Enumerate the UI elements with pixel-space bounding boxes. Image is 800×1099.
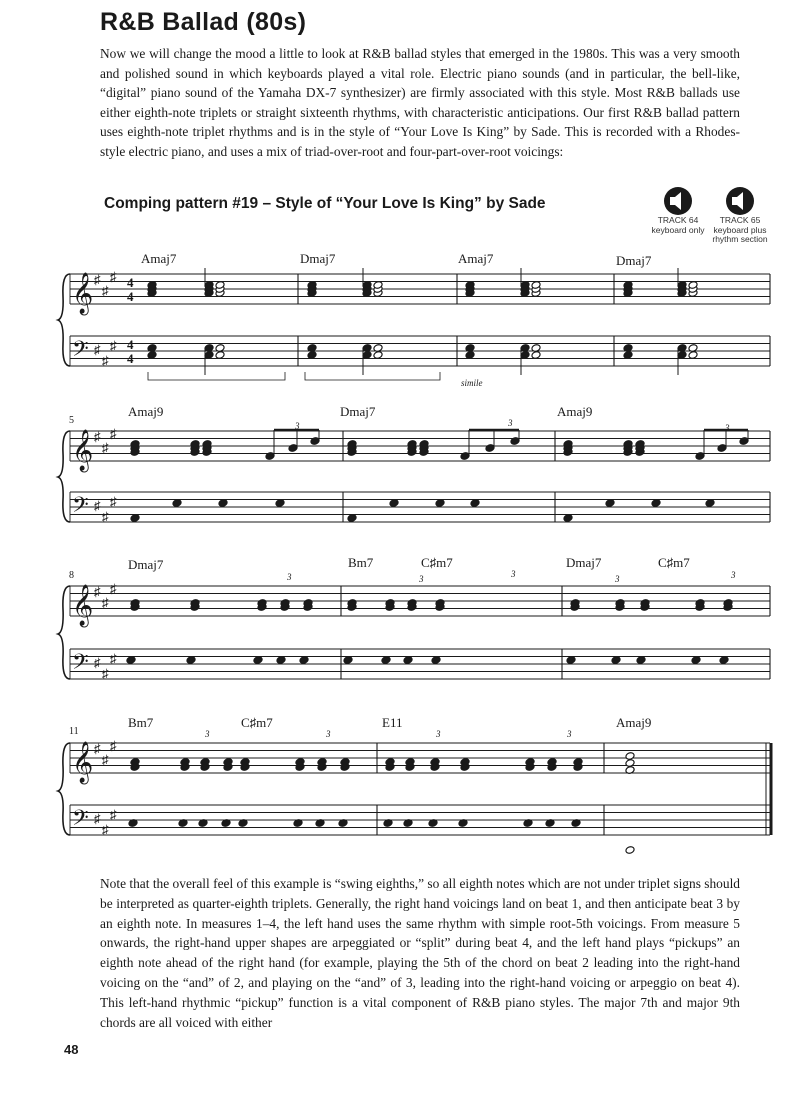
triplet-mark: 3: [725, 423, 730, 433]
sharp-sign: ♯: [110, 269, 117, 284]
notehead: [435, 499, 445, 508]
notehead: [381, 656, 391, 665]
notehead: [130, 514, 140, 523]
triplet-mark: 3: [567, 729, 572, 739]
triplet-mark: 3: [436, 729, 441, 739]
triplet-mark: 3: [508, 418, 513, 428]
notehead: [625, 846, 635, 855]
chord-symbol: Dmaj7: [340, 404, 376, 419]
sharp-sign: ♯: [94, 584, 101, 599]
sharp-sign: ♯: [94, 429, 101, 444]
notehead: [605, 499, 615, 508]
sharp-sign: ♯: [102, 595, 109, 610]
chord-symbol: C♯m7: [658, 555, 690, 570]
measure-number: 11: [69, 726, 79, 737]
notehead: [276, 656, 286, 665]
sharp-sign: ♯: [94, 741, 101, 756]
sharp-sign: ♯: [110, 581, 117, 596]
body-paragraph: Note that the overall feel of this example is “swing eighths,” so all eighth notes which are not under triplet signs should be interpreted as quarter-eighth triplets. Generally, the right hand voicings land on beat 1, and then anticipate beat 3 by an eighth note. In measures 1–4, the left hand uses the same rhythm with simple root-5th voicings. From measure 5 onwards, the right-hand upper shapes are arpeggiated or “split” during beat 4, and the left hand plays “pickups” an eighth note ahead of the right hand (for example, playing the 5th of the chord on beat 2 leading into the right-hand voicing on the “and” of 2, and playing on the “and” of 3, leading into the right-hand voicing or arpeggio on beat 4). This left-hand rhythmic “pickup” function is a vital component of R&B piano styles. The major 7th and major 9th chords are all voiced with either: [100, 876, 740, 1030]
chord-symbol: Amaj9: [616, 715, 652, 730]
sharp-sign: ♯: [110, 338, 117, 353]
sharp-sign: ♯: [110, 807, 117, 822]
treble-clef: 𝄞: [72, 273, 94, 313]
chord-symbol: Dmaj7: [128, 557, 164, 572]
intro-paragraph: Now we will change the mood a little to look at R&B ballad styles that emerged in the 1980s. This was a very smooth and polished sound in which keyboards played a vital role. Electric piano sounds (and in particular, the bell-like, “digital” piano sound of the Yamaha DX-7 synthesizer) are firmly associated with this style. Most R&B ballads use either eighth-note triplets or straight sixteenth rhythms, with characteristic anticipations. Our first R&B ballad pattern uses eighth-note triplet rhythms and is in the style of “Your Love Is King” by Sade. This is recorded with a Rhodes-style electric piano, and uses a mix of triad-over-root and four-part-over-root voicings:: [100, 46, 740, 159]
sharp-sign: ♯: [94, 498, 101, 513]
chord-symbol: Dmaj7: [616, 253, 652, 268]
page-number: 48: [64, 1042, 79, 1057]
notehead: [403, 656, 413, 665]
chord-symbol: C♯m7: [241, 715, 273, 730]
notehead: [343, 656, 353, 665]
notehead: [186, 656, 196, 665]
sharp-sign: ♯: [102, 752, 109, 767]
time-signature-bottom: 4: [127, 289, 134, 304]
notehead: [531, 351, 541, 360]
bass-clef: 𝄢: [72, 337, 89, 366]
notehead: [691, 656, 701, 665]
notehead: [253, 656, 263, 665]
sharp-sign: ♯: [102, 283, 109, 298]
notehead: [347, 514, 357, 523]
svg-text:𝄢: 𝄢: [72, 806, 89, 835]
pedal-marking: simile: [461, 378, 483, 388]
chord-symbol: Bm7: [128, 715, 154, 730]
notehead: [566, 656, 576, 665]
measure-number: 8: [69, 570, 74, 581]
triplet-mark: 3: [326, 729, 331, 739]
triplet-mark: 3: [419, 574, 424, 584]
svg-text:4: 4: [127, 351, 134, 366]
notehead: [623, 351, 633, 360]
notehead: [563, 514, 573, 523]
section-title: R&B Ballad (80s): [100, 8, 307, 36]
chord-symbol: C♯m7: [421, 555, 453, 570]
svg-text:𝄞: 𝄞: [72, 585, 94, 625]
chord-symbol: Amaj7: [458, 251, 494, 266]
notehead: [172, 499, 182, 508]
sharp-sign: ♯: [110, 426, 117, 441]
notehead: [651, 499, 661, 508]
notehead: [705, 499, 715, 508]
svg-text:𝄞: 𝄞: [72, 742, 94, 782]
notehead: [431, 656, 441, 665]
chord-symbol: Amaj7: [141, 251, 177, 266]
notehead: [636, 656, 646, 665]
chord-symbol: Amaj9: [128, 404, 164, 419]
svg-text:𝄢: 𝄢: [72, 493, 89, 522]
sharp-sign: ♯: [94, 342, 101, 357]
notehead: [215, 351, 225, 360]
sharp-sign: ♯: [94, 272, 101, 287]
track-description: keyboard only: [651, 224, 705, 235]
sharp-sign: ♯: [102, 666, 109, 681]
svg-text:4: 4: [127, 337, 134, 352]
sharp-sign: ♯: [94, 811, 101, 826]
chord-symbol: Dmaj7: [300, 251, 336, 266]
notehead: [470, 499, 480, 508]
notehead: [373, 351, 383, 360]
notehead: [218, 499, 228, 508]
chord-symbol: Amaj9: [557, 404, 593, 419]
notehead: [625, 752, 635, 761]
notehead: [625, 759, 635, 768]
sharp-sign: ♯: [110, 738, 117, 753]
notehead: [719, 656, 729, 665]
svg-text:𝄢: 𝄢: [72, 650, 89, 679]
triplet-mark: 3: [511, 569, 516, 579]
sharp-sign: ♯: [94, 655, 101, 670]
track-number: TRACK 65: [719, 215, 761, 225]
sharp-sign: ♯: [102, 353, 109, 368]
chord-symbol: Bm7: [348, 555, 374, 570]
notehead: [465, 351, 475, 360]
chord-symbol: E11: [382, 715, 403, 730]
time-signature-top: 4: [127, 275, 134, 290]
notehead: [126, 656, 136, 665]
sharp-sign: ♯: [102, 440, 109, 455]
notehead: [299, 656, 309, 665]
notehead: [275, 499, 285, 508]
triplet-mark: 3: [731, 570, 736, 580]
chord-symbol: Dmaj7: [566, 555, 602, 570]
measure-number: 5: [69, 415, 74, 426]
triplet-mark: 3: [295, 421, 300, 431]
triplet-mark: 3: [615, 574, 620, 584]
sharp-sign: ♯: [110, 651, 117, 666]
notehead: [611, 656, 621, 665]
sharp-sign: ♯: [110, 494, 117, 509]
track-number: TRACK 64: [657, 215, 699, 225]
track-description: keyboard plus rhythm section: [712, 224, 768, 244]
sharp-sign: ♯: [102, 822, 109, 837]
triplet-mark: 3: [205, 729, 210, 739]
notehead: [307, 351, 317, 360]
svg-text:𝄞: 𝄞: [72, 430, 94, 470]
notehead: [147, 351, 157, 360]
notehead: [389, 499, 399, 508]
sharp-sign: ♯: [102, 509, 109, 524]
triplet-mark: 3: [287, 572, 292, 582]
pattern-title: Comping pattern #19 – Style of “Your Love Is King” by Sade: [104, 195, 546, 212]
notehead: [688, 351, 698, 360]
